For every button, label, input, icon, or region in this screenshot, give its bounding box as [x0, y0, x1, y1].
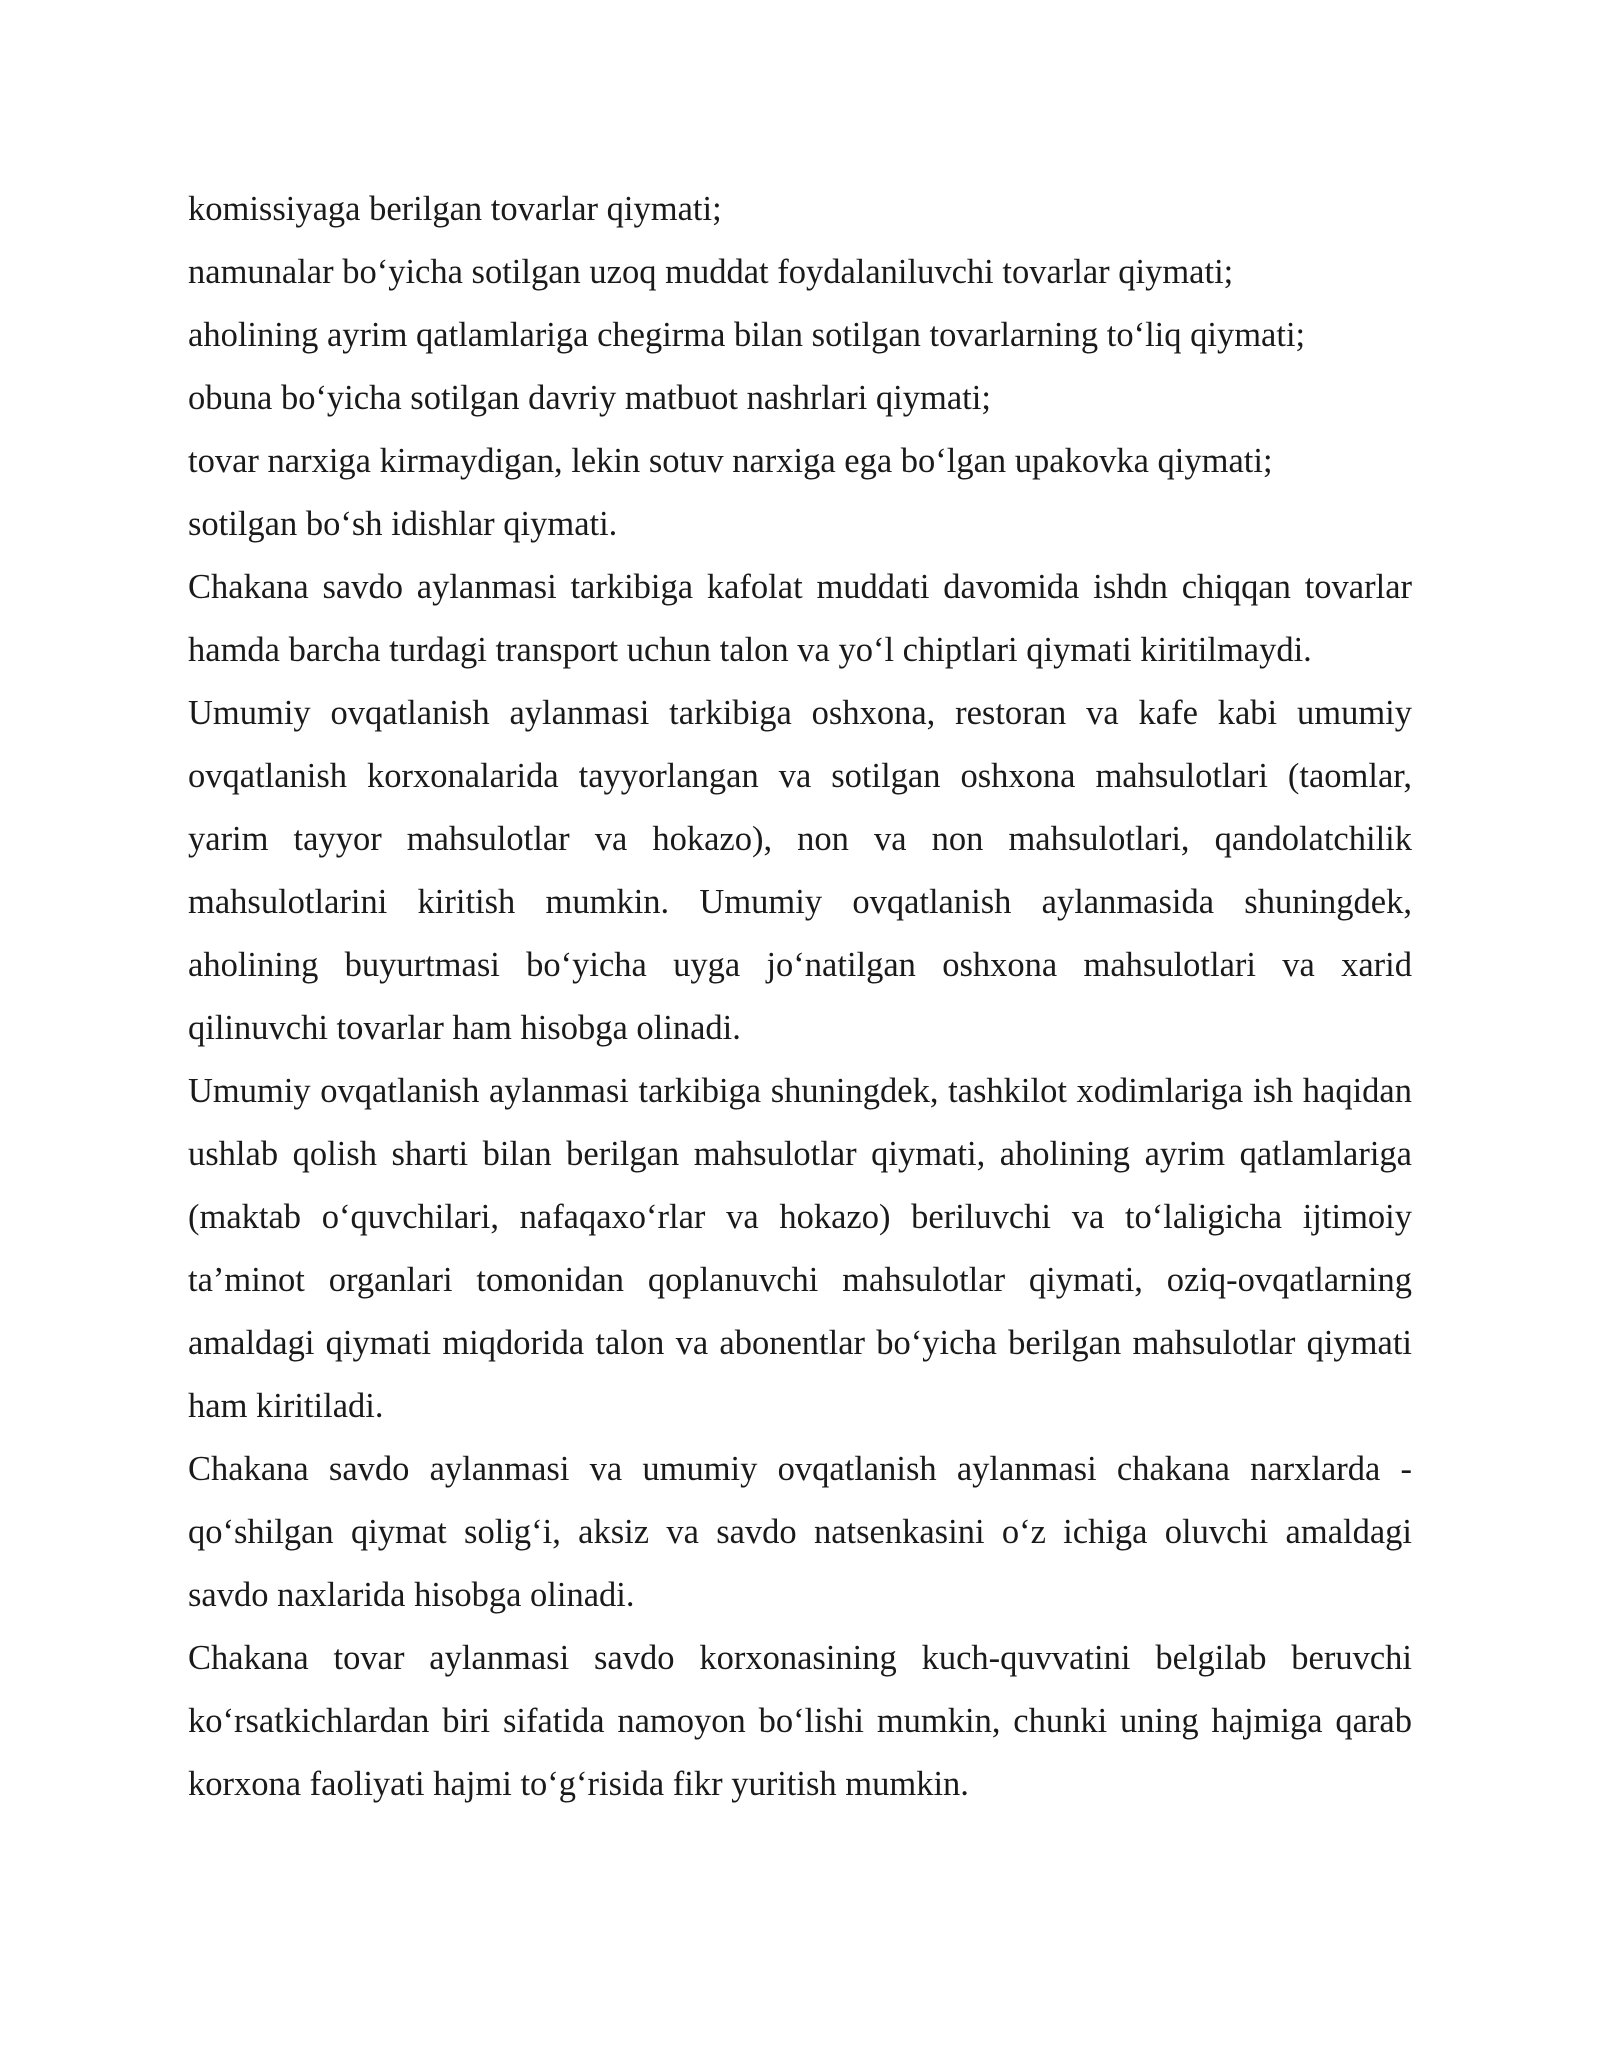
- list-line: tovar narxiga kirmaydigan, lekin sotuv narxiga ega bo‘lgan upakovka qiymati;: [188, 442, 1273, 480]
- paragraph: Umumiy ovqatlanish aylanmasi tarkibiga oshxona, restoran va kafe kabi umumiy ovqatlanish korxonalarida tayyorlangan va sotilgan oshxona mahsulotlari (taomlar, yarim tayyor mahsulotlar va hokazo), non va non mahsulotlari, qandolatchilik mahsulotlarini kiritish mumkin. Umumiy ovqatlanish aylanmasida shuningdek, aholining buyurtmasi bo‘yicha uyga jo‘natilgan oshxona mahsulotlari va xarid qilinuvchi tovarlar ham hisobga olinadi.: [188, 694, 1412, 1047]
- paragraph: Umumiy ovqatlanish aylanmasi tarkibiga shuningdek, tashkilot xodimlariga ish haqidan ushlab qolish sharti bilan berilgan mahsulotlar qiymati, aholining ayrim qatlamlariga (maktab o‘quvchilari, nafaqaxo‘rlar va hokazo) beriluvchi va to‘laligicha ijtimoiy ta’minot organlari tomonidan qoplanuvchi mahsulotlar qiymati, oziq-ovqatlarning amaldagi qiymati miqdorida talon va abonentlar bo‘yicha berilgan mahsulotlar qiymati ham kiritiladi.: [188, 1072, 1412, 1425]
- list-line: komissiyaga berilgan tovarlar qiymati;: [188, 190, 722, 228]
- paragraph: Chakana tovar aylanmasi savdo korxonasining kuch-quvvatini belgilab beruvchi ko‘rsatkichlardan biri sifatida namoyon bo‘lishi mumkin, chunki uning hajmiga qarab korxona faoliyati hajmi to‘g‘risida fikr yuritish mumkin.: [188, 1639, 1412, 1803]
- paragraph: Chakana savdo aylanmasi tarkibiga kafolat muddati davomida ishdn chiqqan tovarlar hamda barcha turdagi transport uchun talon va yo‘l chiptlari qiymati kiritilmaydi.: [188, 568, 1412, 669]
- list-line: aholining ayrim qatlamlariga chegirma bilan sotilgan tovarlarning to‘liq qiymati;: [188, 316, 1306, 354]
- list-line: obuna bo‘yicha sotilgan davriy matbuot nashrlari qiymati;: [188, 379, 991, 417]
- paragraph: Chakana savdo aylanmasi va umumiy ovqatlanish aylanmasi chakana narxlarda - qo‘shilgan qiymat solig‘i, aksiz va savdo natsenkasini o‘z ichiga oluvchi amaldagi savdo naxlarida hisobga olinadi.: [188, 1450, 1412, 1614]
- list-line: sotilgan bo‘sh idishlar qiymati.: [188, 505, 618, 543]
- document-page: [188, 178, 1412, 1816]
- list-line: namunalar bo‘yicha sotilgan uzoq muddat foydalaniluvchi tovarlar qiymati;: [188, 253, 1234, 291]
